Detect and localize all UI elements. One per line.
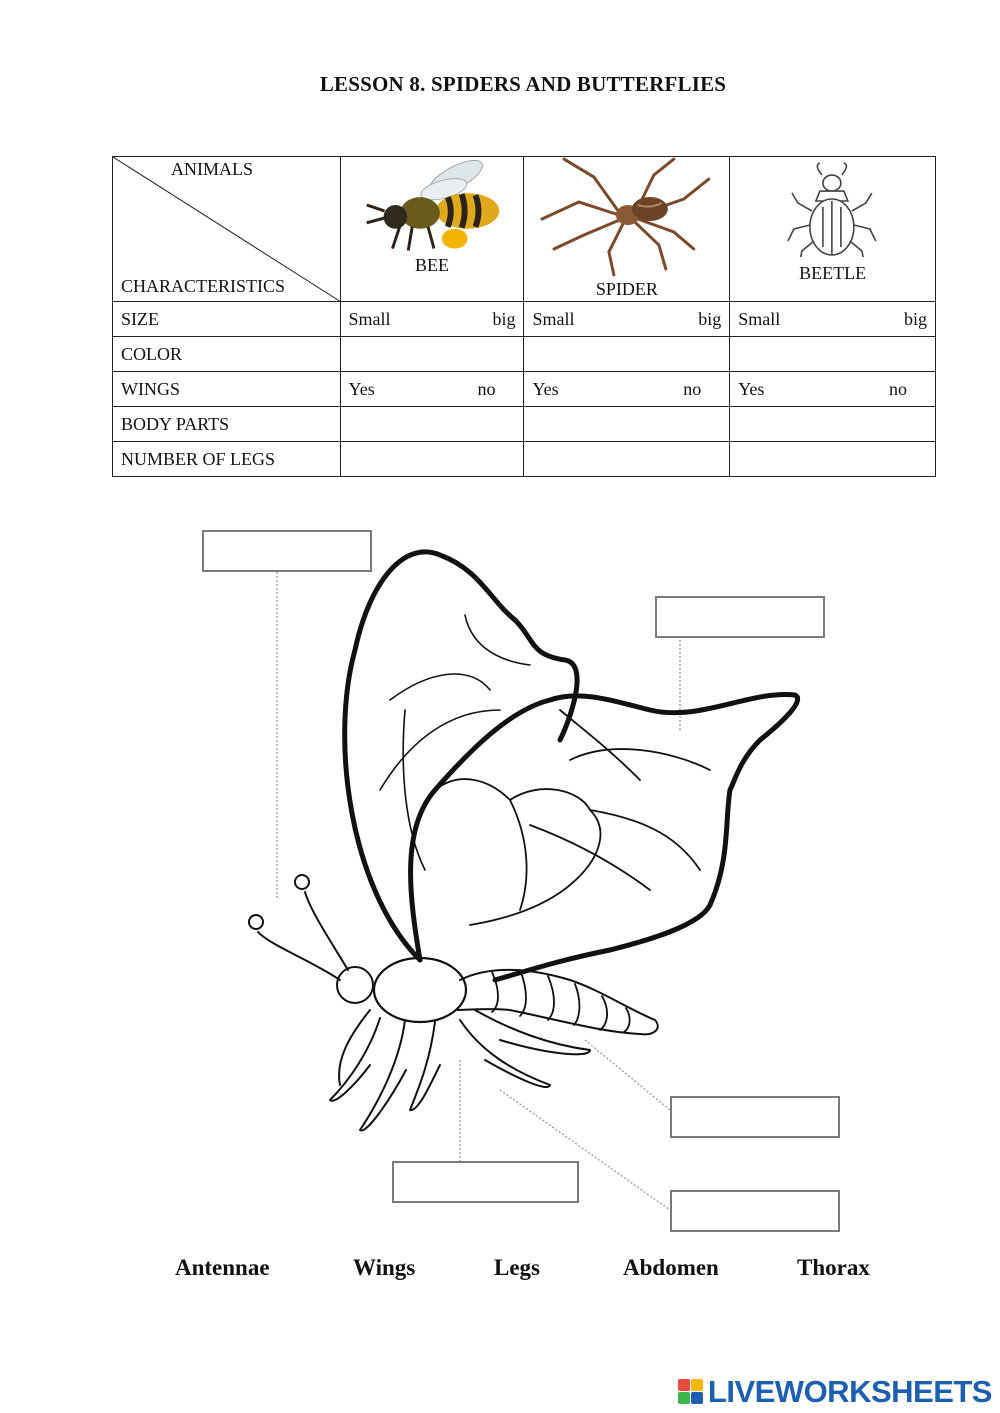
row-label-number-of-legs: NUMBER OF LEGS bbox=[113, 442, 341, 477]
wings-option-yes[interactable]: Yes bbox=[738, 378, 765, 399]
row-label-body-parts: BODY PARTS bbox=[113, 407, 341, 442]
logo-text: LIVEWORKSHEETS bbox=[707, 1374, 992, 1409]
wings-option-no[interactable]: no bbox=[477, 378, 496, 399]
page-title: LESSON 8. SPIDERS AND BUTTERFLIES bbox=[319, 72, 727, 96]
animal-name-beetle: BEETLE bbox=[799, 263, 867, 283]
size-option-big[interactable]: big bbox=[903, 308, 927, 329]
label-box-antennae[interactable] bbox=[202, 530, 372, 572]
header-characteristics-label: CHARACTERISTICS bbox=[121, 276, 286, 296]
animal-name-bee: BEE bbox=[415, 255, 449, 275]
liveworksheets-logo[interactable] bbox=[678, 1372, 992, 1412]
word-thorax[interactable]: Thorax bbox=[797, 1255, 870, 1280]
wings-option-yes[interactable]: Yes bbox=[348, 378, 375, 399]
header-animals-label: ANIMALS bbox=[171, 159, 254, 179]
size-option-small[interactable]: Small bbox=[532, 308, 575, 329]
label-box-wings[interactable] bbox=[655, 596, 825, 638]
word-legs[interactable]: Legs bbox=[494, 1255, 540, 1280]
label-box-abdomen[interactable] bbox=[670, 1096, 840, 1138]
wings-option-no[interactable]: no bbox=[889, 378, 907, 399]
liveworksheets-logo-icon bbox=[678, 1379, 704, 1405]
label-box-legs[interactable] bbox=[392, 1161, 579, 1203]
wings-option-no[interactable]: no bbox=[683, 378, 702, 399]
label-box-thorax[interactable] bbox=[670, 1190, 840, 1232]
word-abdomen[interactable]: Abdomen bbox=[623, 1255, 719, 1280]
size-option-small[interactable]: Small bbox=[348, 308, 391, 329]
size-option-big[interactable]: big bbox=[492, 308, 516, 329]
word-wings[interactable]: Wings bbox=[353, 1255, 416, 1280]
size-option-small[interactable]: Small bbox=[738, 308, 781, 329]
animal-name-spider: SPIDER bbox=[595, 279, 658, 299]
row-label-size: SIZE bbox=[113, 302, 341, 337]
wings-option-yes[interactable]: Yes bbox=[532, 378, 559, 399]
row-label-color: COLOR bbox=[113, 337, 341, 372]
size-option-big[interactable]: big bbox=[698, 308, 722, 329]
word-antennae[interactable]: Antennae bbox=[175, 1255, 270, 1280]
row-label-wings: WINGS bbox=[113, 372, 341, 407]
